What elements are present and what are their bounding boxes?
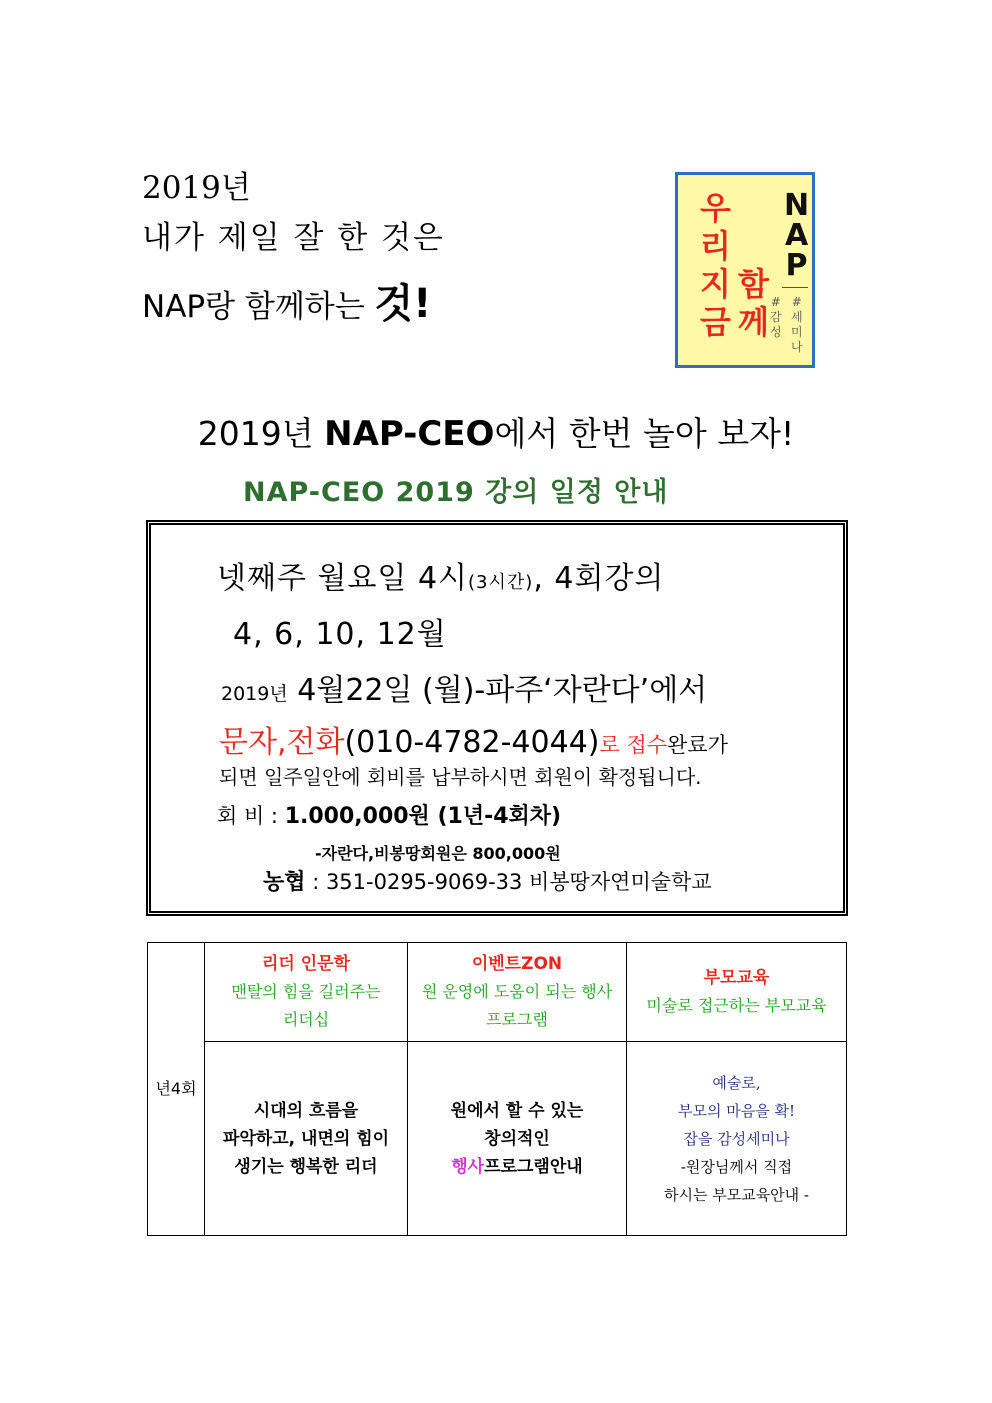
logo-nap-column <box>784 188 810 283</box>
program-desc-line: 예술로, <box>712 1073 761 1092</box>
logo-tag-char: 감 <box>770 310 782 324</box>
schedule-info-box <box>146 520 848 916</box>
program-desc-line: 원에서 할 수 있는 <box>450 1100 584 1121</box>
program-subtitle: 원 운영에 도움이 되는 행사 <box>421 982 613 1001</box>
contact-phone: (010-4782-4044) <box>344 725 600 760</box>
logo-tag-char: 나 <box>791 340 803 354</box>
bank-account: : 351-0295-9069-33 비봉땅자연미술학교 <box>305 870 712 894</box>
contact-method: 문자,전화 <box>219 725 345 760</box>
program-desc-line <box>408 1153 626 1181</box>
logo-char: 우 <box>700 189 731 227</box>
fee-amount: 1.000,000원 (1년-4회차) <box>284 804 562 829</box>
schedule-duration: (3시간) <box>468 572 534 593</box>
schedule-line-1 <box>217 553 664 597</box>
contact-receipt: 로 접수 <box>599 733 668 757</box>
logo-char: 함 <box>738 265 769 303</box>
schedule-contact <box>219 717 728 761</box>
schedule-date-place: 4월22일 (월)-파주‘자란다’에서 <box>287 673 708 708</box>
frequency-cell: 년4회 <box>148 943 205 1236</box>
program-header-cell <box>627 943 847 1042</box>
schedule-months: 4, 6, 10, 12월 <box>233 617 447 652</box>
program-desc-line: 생기는 행복한 리더 <box>234 1156 378 1177</box>
logo-tag-char: 성 <box>770 325 782 339</box>
program-title: 이벤트ZON <box>471 954 563 974</box>
fee-label: 회 비 : <box>217 804 285 828</box>
logo-tag-char: # <box>770 295 781 309</box>
program-desc-line: 부모의 마음을 확! <box>678 1101 795 1120</box>
logo-tag-char: 세 <box>791 310 803 324</box>
program-desc-line: 창의적인 <box>484 1128 550 1149</box>
program-title: 리더 인문학 <box>261 954 351 974</box>
logo-divider <box>782 287 808 288</box>
logo-char: 금 <box>700 303 731 341</box>
program-desc-cell <box>205 1042 408 1236</box>
program-desc-highlight: 행사 <box>451 1156 485 1177</box>
headline-pre: 2019년 <box>197 414 325 453</box>
intro-line-3 <box>142 272 431 329</box>
program-subtitle: 프로그램 <box>486 1010 548 1029</box>
program-desc-line: -원장님께서 직접 <box>680 1157 793 1176</box>
contact-complete: 완료가 <box>667 733 728 757</box>
program-header-cell <box>408 943 627 1042</box>
intro-year: 2019년 <box>142 170 251 206</box>
logo-tag-2 <box>791 295 803 355</box>
schedule-count: , 4회강의 <box>533 561 665 596</box>
fee-line <box>217 799 561 830</box>
logo-tag-char: 미 <box>791 325 803 339</box>
intro-line-2: 내가 제일 잘 한 것은 <box>142 220 445 256</box>
program-subtitle: 미술로 접근하는 부모교육 <box>646 996 827 1015</box>
logo-tag-1 <box>770 295 782 340</box>
fee-discount: -자란다,비봉땅회원은 800,000원 <box>315 844 561 863</box>
program-subtitle: 맨탈의 힘을 길러주는 <box>231 982 381 1001</box>
logo-red-column-1 <box>700 189 731 341</box>
logo-char: 께 <box>738 303 769 341</box>
program-desc-cell <box>627 1042 847 1236</box>
headline-bold: NAP-CEO <box>324 414 495 454</box>
logo-char: N <box>784 188 810 223</box>
logo-char: A <box>784 218 809 253</box>
logo-char: 지 <box>700 265 731 303</box>
program-desc-cell <box>408 1042 627 1236</box>
program-desc-line: 하시는 부모교육안내 - <box>663 1185 809 1204</box>
intro-line-3-prefix: NAP랑 함께하는 <box>142 289 365 325</box>
program-desc-line: 파악하고, 내면의 힘이 <box>222 1128 390 1149</box>
logo-char: P <box>785 248 808 283</box>
nap-logo <box>675 172 815 368</box>
schedule-day: 넷째주 월요일 4시 <box>217 561 469 596</box>
program-desc-rest: 프로그램안내 <box>484 1156 583 1177</box>
program-desc-line: 시대의 흐름을 <box>253 1100 359 1121</box>
program-desc-line: 잡을 감성세미나 <box>683 1129 790 1148</box>
logo-char: 리 <box>700 227 731 265</box>
schedule-confirm-note: 되면 일주일안에 회비를 납부하시면 회원이 확정됩니다. <box>219 765 702 789</box>
program-header-cell <box>205 943 408 1042</box>
program-subtitle: 리더십 <box>282 1010 330 1029</box>
program-table <box>147 942 847 1236</box>
logo-tag-char: # <box>791 295 802 309</box>
program-title: 부모교육 <box>703 968 770 988</box>
bank-line <box>263 865 712 896</box>
table-row <box>148 1042 847 1236</box>
logo-red-column-2 <box>738 265 769 341</box>
schedule-year: 2019년 <box>221 683 288 705</box>
schedule-subheading: NAP-CEO 2019 강의 일정 안내 <box>243 477 669 508</box>
schedule-line-3 <box>221 665 707 709</box>
headline <box>0 408 992 455</box>
table-row <box>148 943 847 1042</box>
intro-line-3-big: 것! <box>374 281 432 327</box>
bank-name: 농협 <box>263 870 306 895</box>
headline-post: 에서 한번 놀아 보자! <box>494 414 795 453</box>
